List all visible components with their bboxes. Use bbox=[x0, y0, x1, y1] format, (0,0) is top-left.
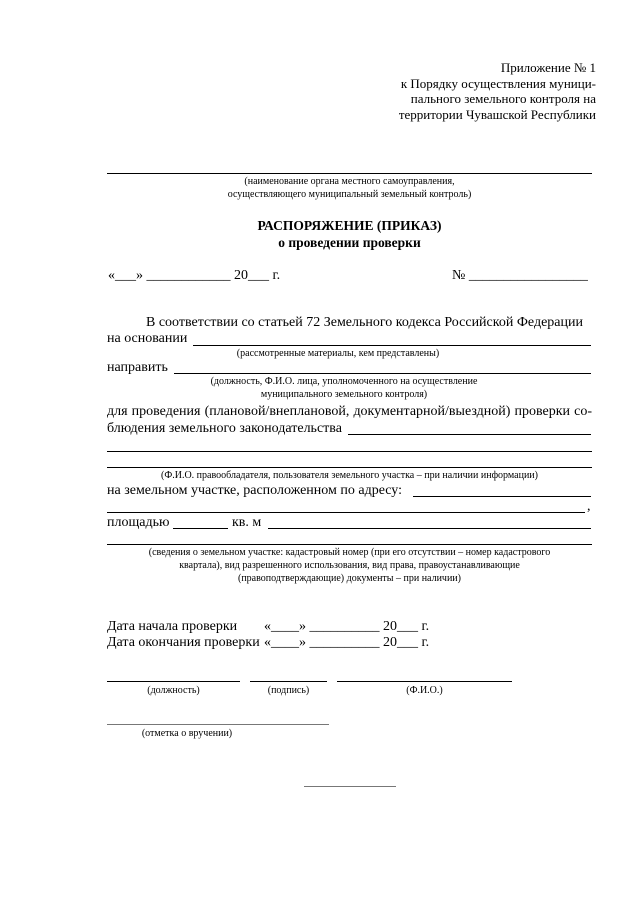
basis-field[interactable] bbox=[193, 345, 591, 346]
address-field-line-2[interactable] bbox=[107, 512, 585, 513]
order-date-field[interactable]: «___» ____________ 20___ г. bbox=[108, 268, 281, 283]
owner-caption: (Ф.И.О. правообладателя, пользователя земельного участка – при наличии информации) bbox=[161, 470, 538, 481]
plot-caption-2: квартала), вид разрешенного использования, вид права, правоустанавливающие bbox=[179, 560, 520, 571]
authority-caption-2: осуществляющего муниципальный земельный контроль) bbox=[227, 189, 472, 200]
plot-caption-3: (правоподтверждающие) документы – при наличии) bbox=[238, 573, 461, 584]
appendix-block bbox=[370, 60, 596, 122]
purpose-text-1: для проведения (плановой/внеплановой, документарной/выездной) проверки со- bbox=[107, 404, 592, 419]
plot-info-field[interactable] bbox=[107, 544, 592, 545]
appendix-line-1: Приложение № 1 bbox=[500, 60, 596, 75]
order-number-field[interactable]: № _________________ bbox=[452, 268, 588, 283]
appendix-line-2: к Порядку осуществления муници- bbox=[400, 75, 596, 91]
plot-label: на земельном участке, расположенном по адресу: bbox=[107, 483, 403, 498]
authority-caption-1: (наименование органа местного самоуправления, bbox=[244, 176, 455, 187]
document-subtitle: о проведении проверки bbox=[278, 235, 421, 250]
position-caption: (должность) bbox=[147, 685, 200, 696]
area-field[interactable] bbox=[173, 528, 228, 529]
signature-line[interactable] bbox=[250, 681, 327, 682]
address-field[interactable] bbox=[413, 496, 591, 497]
signature-caption: (подпись) bbox=[267, 685, 310, 696]
owner-field-line-1[interactable] bbox=[107, 451, 592, 452]
basis-caption: (рассмотренные материалы, кем представлены) bbox=[236, 348, 440, 359]
delivery-caption: (отметка о вручении) bbox=[141, 728, 233, 739]
area-label: площадью bbox=[107, 515, 170, 530]
area-extra-field[interactable] bbox=[268, 528, 591, 529]
basis-label: на основании bbox=[107, 331, 188, 346]
authority-name-line[interactable] bbox=[107, 173, 592, 174]
law-field[interactable] bbox=[348, 434, 591, 435]
document-title: РАСПОРЯЖЕНИЕ (ПРИКАЗ) bbox=[257, 218, 442, 233]
appendix-line-4: территории Чувашской Республики bbox=[398, 106, 596, 122]
direct-caption-1: (должность, Ф.И.О. лица, уполномоченного на осуществление bbox=[210, 376, 478, 387]
address-comma: , bbox=[587, 499, 591, 514]
end-date-field[interactable]: «____» __________ 20___ г. bbox=[264, 635, 430, 650]
full-name-line[interactable] bbox=[337, 681, 512, 682]
direct-label: направить bbox=[107, 360, 168, 375]
closing-rule bbox=[304, 786, 396, 787]
position-line[interactable] bbox=[107, 681, 240, 682]
area-unit: кв. м bbox=[232, 515, 262, 530]
end-date-label: Дата окончания проверки bbox=[107, 635, 260, 650]
direct-field[interactable] bbox=[174, 373, 591, 374]
appendix-line-3: пального земельного контроля на bbox=[410, 91, 596, 106]
start-date-field[interactable]: «____» __________ 20___ г. bbox=[264, 619, 430, 634]
direct-caption-2: муниципального земельного контроля) bbox=[260, 389, 428, 400]
start-date-label: Дата начала проверки bbox=[107, 619, 238, 634]
full-name-caption: (Ф.И.О.) bbox=[406, 685, 443, 696]
purpose-text-2: блюдения земельного законодательства bbox=[107, 421, 342, 436]
owner-field-line-2[interactable] bbox=[107, 467, 592, 468]
delivery-line[interactable] bbox=[107, 724, 329, 725]
intro-text: В соответствии со статьей 72 Земельного кодекса Российской Федерации bbox=[146, 315, 583, 330]
plot-caption-1: (сведения о земельном участке: кадастровый номер (при его отсутствии – номер кадастрового bbox=[148, 547, 551, 558]
